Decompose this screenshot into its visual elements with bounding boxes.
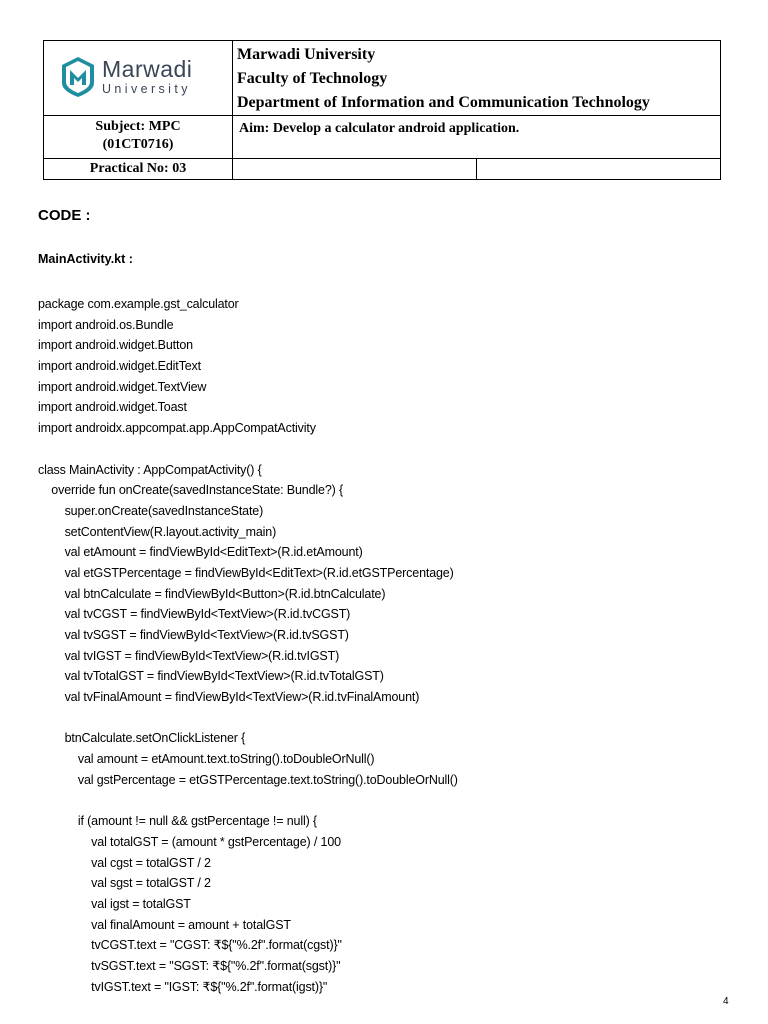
code-line: import android.os.Bundle <box>38 317 174 332</box>
logo-name: Marwadi <box>102 55 193 82</box>
code-line <box>38 439 738 460</box>
code-line: val tvTotalGST = findViewById<TextView>(R.id.tvTotalGST) <box>38 669 384 684</box>
code-line: val etAmount = findViewById<EditText>(R.id.etAmount) <box>38 545 363 560</box>
code-line: btnCalculate.setOnClickListener { <box>38 731 246 746</box>
code-line: val amount = etAmount.text.toString().toDoubleOrNull() <box>38 752 375 767</box>
code-line: val gstPercentage = etGSTPercentage.text.toString().toDoubleOrNull() <box>38 772 458 787</box>
code-line: val tvSGST = findViewById<TextView>(R.id.tvSGST) <box>38 628 349 642</box>
code-line: val igst = totalGST <box>38 896 191 911</box>
aim-text: Aim: Develop a calculator android application. <box>239 121 520 136</box>
logo-subtitle: University <box>102 81 191 96</box>
code-line: super.onCreate(savedInstanceState) <box>38 503 264 518</box>
code-line: class MainActivity : AppCompatActivity() { <box>38 462 262 477</box>
code-line: import androidx.appcompat.app.AppCompatActivity <box>38 421 316 436</box>
header-table <box>43 40 721 180</box>
code-line: import android.widget.Toast <box>38 400 187 415</box>
subject-code: (01CT0716) <box>102 137 174 152</box>
code-line: val totalGST = (amount * gstPercentage) / 100 <box>38 834 341 849</box>
code-line: override fun onCreate(savedInstanceState: Bundle?) { <box>38 483 343 498</box>
code-line: tvIGST.text = "IGST: ₹${"%.2f".format(igst)}" <box>38 979 328 994</box>
marwadi-shield-logo-icon <box>60 56 96 98</box>
practical-number: Practical No: 03 <box>44 159 233 180</box>
code-line: val tvCGST = findViewById<TextView>(R.id.tvCGST) <box>38 607 351 622</box>
code-line: tvSGST.text = "SGST: ₹${"%.2f".format(sgst)}" <box>38 959 341 973</box>
code-line: val btnCalculate = findViewById<Button>(R.id.btnCalculate) <box>38 586 386 601</box>
empty-cell-1 <box>233 159 477 180</box>
code-line: tvCGST.text = "CGST: ₹${"%.2f".format(cgst)}" <box>38 938 342 953</box>
code-line: val tvIGST = findViewById<TextView>(R.id.tvIGST) <box>38 648 340 663</box>
code-line: if (amount != null && gstPercentage != null) { <box>38 814 317 829</box>
file-heading: MainActivity.kt : <box>38 252 133 266</box>
subject-cell <box>44 116 233 159</box>
aim-cell <box>233 116 721 159</box>
code-line: val tvFinalAmount = findViewById<TextView>(R.id.tvFinalAmount) <box>38 690 420 705</box>
code-line: val cgst = totalGST / 2 <box>38 855 211 870</box>
code-heading: CODE : <box>38 207 91 224</box>
empty-cell-2 <box>477 159 721 180</box>
code-line: val sgst = totalGST / 2 <box>38 876 211 891</box>
code-line: import android.widget.Button <box>38 338 193 353</box>
code-line: import android.widget.EditText <box>38 359 201 374</box>
code-line <box>38 708 738 729</box>
logo-cell <box>44 41 233 116</box>
department-name: Department of Information and Communication Technology <box>237 94 650 111</box>
subject-name: Subject: MPC <box>95 119 181 134</box>
university-logo <box>44 41 232 112</box>
faculty-name: Faculty of Technology <box>237 70 388 87</box>
code-line: package com.example.gst_calculator <box>38 297 239 311</box>
code-line: val etGSTPercentage = findViewById<EditText>(R.id.etGSTPercentage) <box>38 565 454 580</box>
code-line: setContentView(R.layout.activity_main) <box>38 524 277 539</box>
page-number: 4 <box>723 996 729 1007</box>
code-line: import android.widget.TextView <box>38 379 207 394</box>
code-line <box>38 791 738 812</box>
title-cell <box>233 41 721 116</box>
code-block <box>38 294 738 997</box>
code-line: val finalAmount = amount + totalGST <box>38 917 291 932</box>
university-name: Marwadi University <box>237 46 376 63</box>
